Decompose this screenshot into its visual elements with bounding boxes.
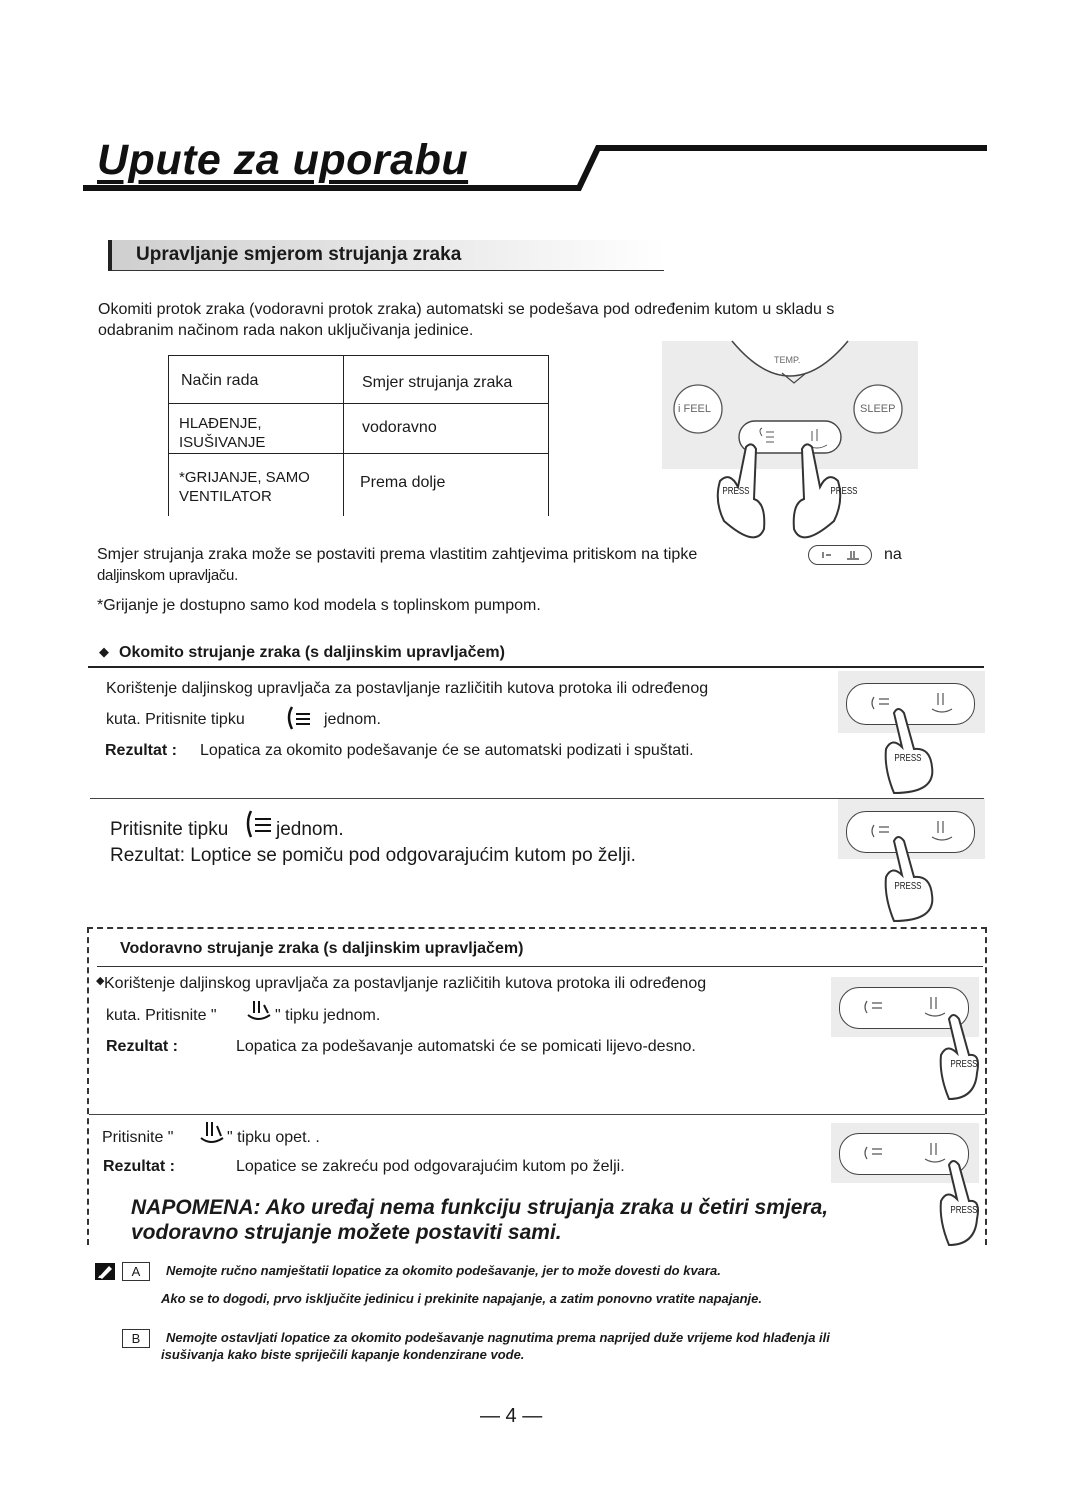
- press-illustration-vertical-2: [838, 799, 985, 892]
- press-illustration-horizontal-2: [831, 1123, 979, 1216]
- horizontal-dashed-left: [87, 927, 89, 1245]
- press-label: PRESS: [950, 1205, 978, 1216]
- vertical-p1-line-2a: kuta. Pritisnite tipku: [106, 711, 245, 728]
- table-divider: [343, 356, 344, 516]
- press-label: PRESS: [894, 753, 922, 764]
- table-row-line: [169, 453, 548, 454]
- press-label: PRESS: [830, 486, 858, 497]
- press-label: PRESS: [950, 1059, 978, 1070]
- vertical-p2-line-1a: Pritisnite tipku: [110, 819, 229, 840]
- pencil-icon: [95, 1263, 115, 1280]
- heat-pump-note: *Grijanje je dostupno samo kod modela s toplinskom pumpom.: [97, 597, 541, 614]
- ifeel-button[interactable]: i FEEL: [678, 403, 712, 415]
- table-row-1-mode-line1: HLAĐENJE,: [179, 415, 262, 432]
- press-illustration-vertical-1: [838, 671, 985, 764]
- table-row-line: [169, 403, 548, 404]
- napomena-line-1: NAPOMENA: Ako uređaj nema funkciju strujanja zraka u četiri smjera,: [131, 1196, 829, 1219]
- table-row-2-mode-line1: *GRIJANJE, SAMO: [179, 469, 310, 486]
- table-header-mode: Način rada: [181, 372, 259, 389]
- napomena-line-2: vodoravno strujanje možete postaviti sami.: [131, 1221, 562, 1244]
- vertical-p1-line-2b: jednom.: [324, 711, 381, 728]
- horizontal-p2-a: Pritisnite ": [102, 1129, 174, 1146]
- table-header-direction: Smjer strujanja zraka: [362, 374, 513, 391]
- horizontal-p2-b: " tipku opet. .: [227, 1129, 320, 1146]
- horizontal-dashed-right: [985, 927, 987, 1245]
- swing-buttons-icon: [808, 545, 872, 565]
- horizontal-swing-icon: [195, 1120, 229, 1146]
- vertical-result-label: Rezultat :: [105, 742, 177, 759]
- bullet-diamond-icon: ◆: [99, 644, 109, 659]
- table-row-2-mode-line2: VENTILATOR: [179, 488, 272, 505]
- press-illustration-horizontal-1: [831, 977, 979, 1070]
- horizontal-heading: Vodoravno strujanje zraka (s daljinskim upravljačem): [120, 940, 524, 957]
- press-label: PRESS: [894, 881, 922, 892]
- horizontal-result-text-2: Lopatice se zakreću pod odgovarajućim kutom po želji.: [236, 1158, 625, 1175]
- horizontal-p1-line-2a: kuta. Pritisnite ": [106, 1007, 217, 1024]
- section-title: Upravljanje smjerom strujanja zraka: [136, 244, 462, 265]
- horizontal-result-label-2: Rezultat :: [103, 1158, 175, 1175]
- vertical-rule: [88, 666, 984, 668]
- table-row-1-direction: vodoravno: [362, 419, 437, 436]
- note-b-line-2: isušivanja kako biste spriječili kapanje kondenzirane vode.: [161, 1347, 525, 1362]
- horizontal-p1-line-1: Korištenje daljinskog upravljača za postavljanje različitih kutova protoka ili određenog: [104, 975, 707, 992]
- horizontal-swing-icon: [242, 999, 274, 1023]
- set-airflow-line-2: daljinskom upravljaču.: [97, 567, 238, 584]
- horizontal-result-label-1: Rezultat :: [106, 1038, 178, 1055]
- title-rule: [83, 144, 987, 192]
- note-b-line-1: Nemojte ostavljati lopatice za okomito podešavanje nagnutima prema naprijed duže vrijeme kod hlađenja ili: [166, 1330, 830, 1345]
- vertical-p2-line-2: Rezultat: Loptice se pomiču pod odgovarajućim kutom po želji.: [110, 845, 636, 866]
- mode-table: [168, 355, 549, 516]
- section-heading: [108, 240, 664, 271]
- horizontal-p1-line-2b: " tipku jednom.: [275, 1007, 381, 1024]
- page-number: — 4 —: [480, 1405, 543, 1427]
- vertical-p1-line-1: Korištenje daljinskog upravljača za postavljanje različitih kutova protoka ili određenog: [106, 680, 709, 697]
- bullet-diamond-icon: ◆: [96, 975, 105, 987]
- intro-line-2: odabranim načinom rada nakon uključivanja jedinice.: [98, 322, 474, 339]
- intro-line-1: Okomiti protok zraka (vodoravni protok zraka) automatski se podešava pod određenim kutom u skladu s: [98, 301, 835, 318]
- press-label: PRESS: [722, 486, 750, 497]
- vertical-swing-icon: [243, 809, 275, 839]
- table-row-1-mode-line2: ISUŠIVANJE: [179, 434, 266, 451]
- sleep-button[interactable]: SLEEP: [860, 403, 896, 415]
- horizontal-result-text-1: Lopatica za podešavanje automatski će se pomicati lijevo-desno.: [236, 1038, 696, 1055]
- set-airflow-line-1-end: na: [884, 546, 902, 563]
- horizontal-rule: [97, 966, 983, 967]
- note-b-label: B: [122, 1329, 150, 1348]
- note-a-label: A: [122, 1262, 150, 1281]
- note-a-line-2: Ako se to dogodi, prvo isključite jedinicu i prekinite napajanje, a zatim ponovno vratite napajanje.: [161, 1291, 763, 1306]
- vertical-result-text: Lopatica za okomito podešavanje će se automatski podizati i spuštati.: [200, 742, 694, 759]
- set-airflow-line-1: Smjer strujanja zraka može se postaviti prema vlastitim zahtjevima pritiskom na tipke: [97, 546, 698, 563]
- temp-label: TEMP.: [774, 355, 801, 365]
- remote-panel-illustration: [662, 341, 918, 497]
- table-row-2-direction: Prema dolje: [360, 474, 446, 491]
- note-a-line-1: Nemojte ručno namještatii lopatice za okomito podešavanje, jer to može dovesti do kvara.: [166, 1263, 721, 1278]
- horizontal-dashed-top: [87, 927, 987, 929]
- vertical-swing-icon: [284, 705, 314, 731]
- page-title: Upute za uporabu: [97, 136, 469, 184]
- horizontal-divider: [89, 1114, 985, 1115]
- vertical-heading: Okomito strujanje zraka (s daljinskim upravljačem): [119, 644, 505, 661]
- vertical-p2-line-1b: jednom.: [276, 819, 344, 840]
